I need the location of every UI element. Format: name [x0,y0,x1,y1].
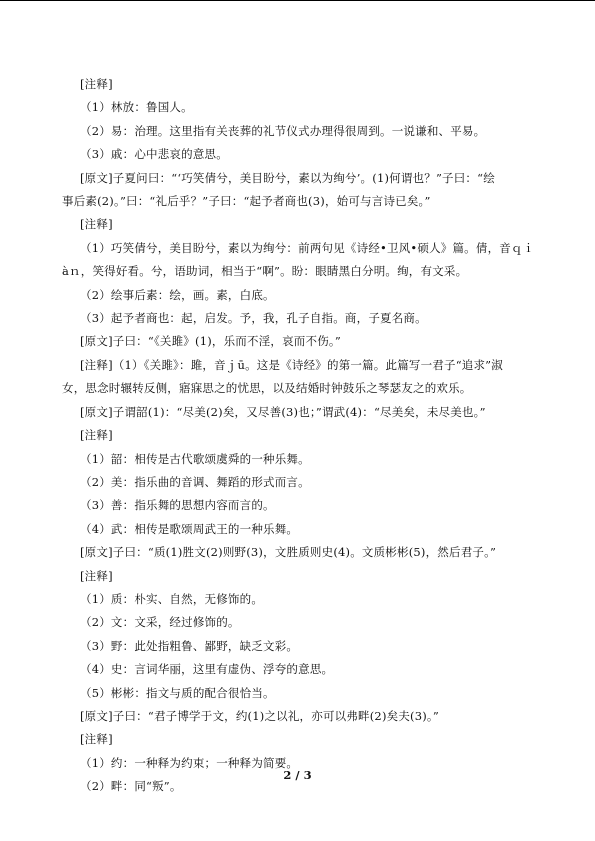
text-body [62,73,535,799]
text-line: [原文]子夏问曰：“‘巧笑倩兮，美目盼兮，素以为绚兮’。(1)何谓也？”子曰：“绘 [80,170,495,185]
text-line: （2）文：文采，经过修饰的。 [80,615,240,630]
text-line: （5）彬彬：指文与质的配合很恰当。 [80,685,275,700]
text-line: [注释] [80,568,113,583]
text-line: （1）韶：相传是古代歌颂虞舜的一种乐舞。 [80,451,310,466]
text-line: （2）美：指乐曲的音调、舞蹈的形式而言。 [80,474,310,489]
text-line: [原文]子曰：“君子博学于文，约(1)之以礼，亦可以弗畔(2)矣夫(3)。” [80,708,439,723]
text-line: 女，思念时辗转反侧，寤寐思之的忧思，以及结婚时钟鼓乐之琴瑟友之的欢乐。 [62,381,472,396]
text-line: àｎ，笑得好看。兮，语助词，相当于“啊”。盼：眼睛黑白分明。绚，有文采。 [62,264,468,279]
text-line: （1）约：一种释为约束；一种释为简要。 [80,755,299,770]
text-line: [注释]（1）《关雎》：雎，音ｊū。这是《诗经》的第一篇。此篇写一君子“追求”淑 [80,357,503,372]
text-line: [注释] [80,732,113,747]
text-line: （4）武：相传是歌颂周武王的一种乐舞。 [80,521,299,536]
text-line: [注释] [80,217,113,232]
text-line: （4）史：言词华丽，这里有虚伪、浮夸的意思。 [80,662,334,677]
text-line: （2）畔：同“叛”。 [80,779,182,794]
text-line: （3）戚：心中悲哀的意思。 [80,147,228,162]
text-line: （3）野：此处指粗鲁、鄙野，缺乏文彩。 [80,638,299,653]
text-line: （1）林放：鲁国人。 [80,100,193,115]
page-number: 2 / 3 [283,768,312,782]
text-line: [注释] [80,428,113,443]
text-line: （3）善：指乐舞的思想内容而言的。 [80,498,275,513]
text-line: [原文]子曰：“《关雎》(1)，乐而不淫，哀而不伤。” [80,334,341,349]
text-line: （2）绘事后素：绘，画。素，白底。 [80,287,275,302]
text-line: [注释] [80,77,113,91]
text-line: 事后素(2)。”曰：“礼后乎？”子曰：“起予者商也(3)，始可与言诗已矣。” [62,194,431,209]
text-line: （1）质：朴实、自然，无修饰的。 [80,591,264,606]
top-rule [0,0,595,1]
text-line: （1）巧笑倩兮，美目盼兮，素以为绚兮：前两句见《诗经•卫风•硕人》篇。倩，音ｑｉ [80,240,535,255]
text-line: [原文]子谓韶(1)：“尽美(2)矣，又尽善(3)也；”谓武(4)：“尽美矣，未尽美也。” [80,404,486,419]
text-line: （2）易：治理。这里指有关丧葬的礼节仪式办理得很周到。一说谦和、平易。 [80,123,486,138]
text-line: （3）起予者商也：起，启发。予，我，孔子自指。商，子夏名商。 [80,311,427,326]
text-line: [原文]子曰：“质(1)胜文(2)则野(3)，文胜质则史(4)。文质彬彬(5)，然后君子。” [80,545,497,560]
